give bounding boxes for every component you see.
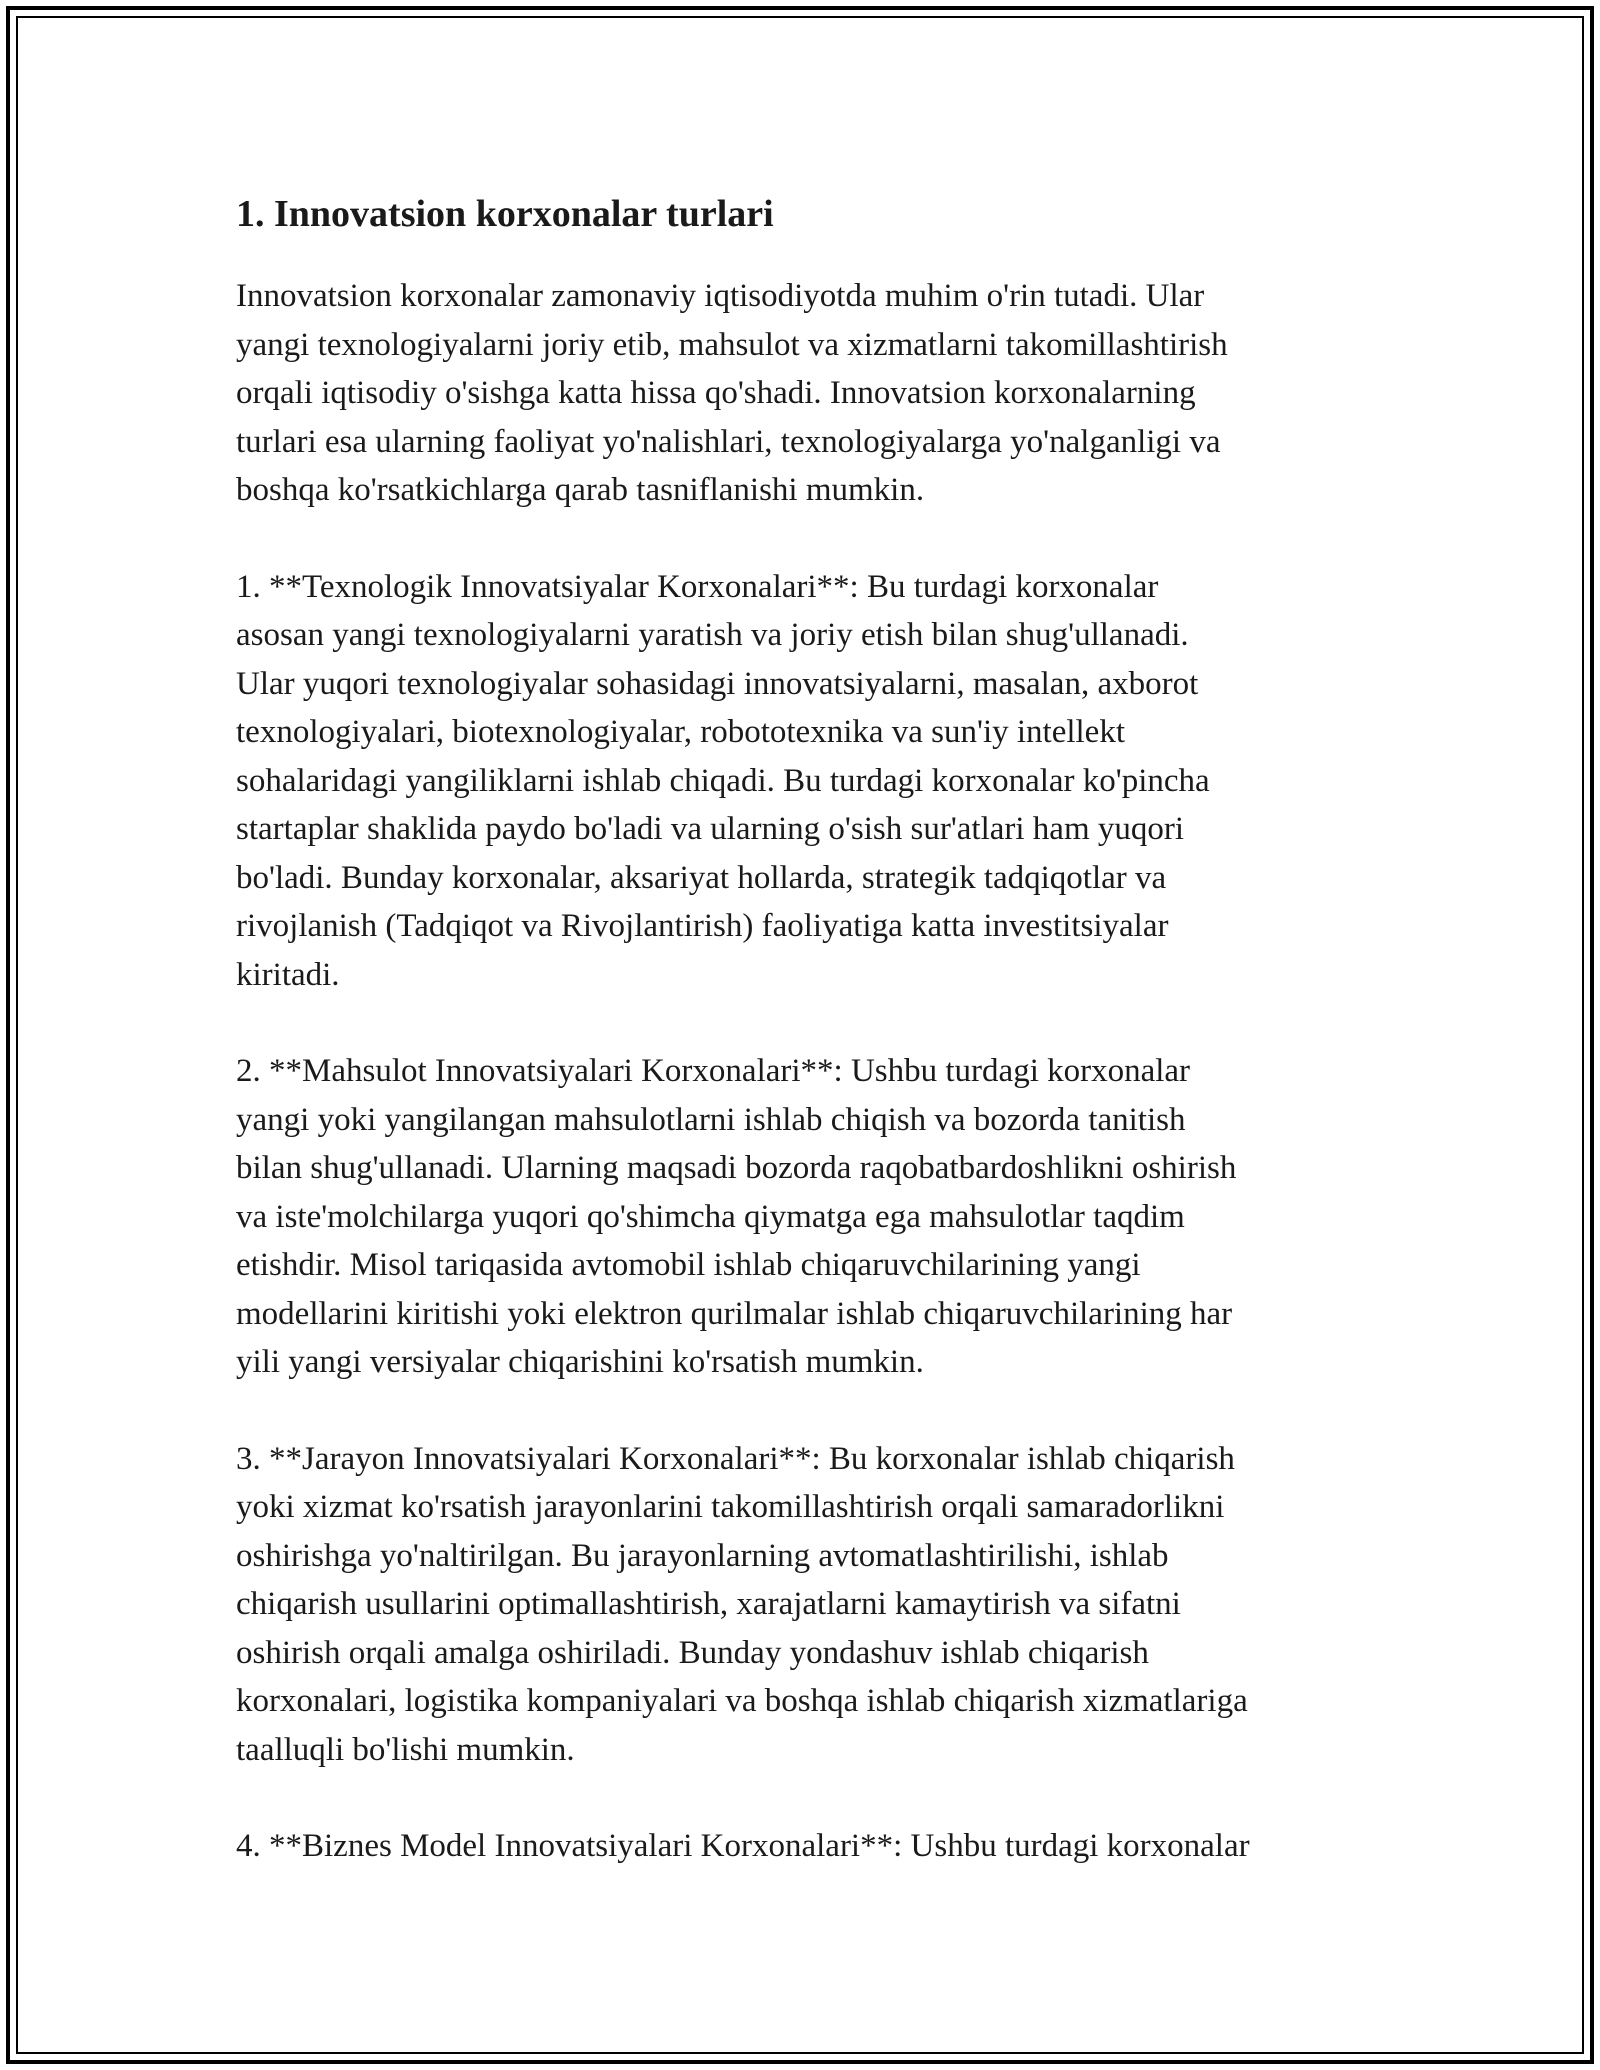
- list-item-product: [236, 1047, 1376, 1387]
- text-line: 4. **Biznes Model Innovatsiyalari Korxonalari**: Ushbu turdagi korxonalar: [236, 1828, 1250, 1864]
- text-line: turlari esa ularning faoliyat yo'nalishlari, texnologiyalarga yo'nalganligi va: [236, 423, 1221, 460]
- text-line: 2. **Mahsulot Innovatsiyalari Korxonalari**: Ushbu turdagi korxonalar: [236, 1053, 1191, 1089]
- document-body: [236, 188, 1376, 1919]
- text-line: oshirishga yo'naltirilgan. Bu jarayonlarning avtomatlashtirilishi, ishlab: [236, 1537, 1169, 1574]
- text-line: kiritadi.: [236, 956, 340, 993]
- text-line: yangi texnologiyalarni joriy etib, mahsulot va xizmatlarni takomillashtirish: [236, 326, 1228, 363]
- list-item-technological: [236, 563, 1376, 1000]
- text-line: 1. **Texnologik Innovatsiyalar Korxonalari**: Bu turdagi korxonalar: [236, 568, 1159, 605]
- text-line: bilan shug'ullanadi. Ularning maqsadi bozorda raqobatbardoshlikni oshirish: [236, 1150, 1237, 1186]
- text-line: asosan yangi texnologiyalarni yaratish va joriy etish bilan shug'ullanadi.: [236, 617, 1189, 653]
- page-title: 1. Innovatsion korxonalar turlari: [236, 193, 774, 235]
- text-line: bo'ladi. Bunday korxonalar, aksariyat hollarda, strategik tadqiqotlar va: [236, 859, 1167, 896]
- list-item-business-model: [236, 1822, 1376, 1871]
- text-line: orqali iqtisodiy o'sishga katta hissa qo'shadi. Innovatsion korxonalarning: [236, 375, 1196, 411]
- text-line: sohalaridagi yangiliklarni ishlab chiqadi. Bu turdagi korxonalar ko'pincha: [236, 762, 1210, 799]
- text-line: Ular yuqori texnologiyalar sohasidagi innovatsiyalarni, masalan, axborot: [236, 665, 1199, 702]
- text-line: 3. **Jarayon Innovatsiyalari Korxonalari**: Bu korxonalar ishlab chiqarish: [236, 1440, 1235, 1477]
- text-line: boshqa ko'rsatkichlarga qarab tasniflanishi mumkin.: [236, 472, 925, 508]
- text-line: va iste'molchilarga yuqori qo'shimcha qiymatga ega mahsulotlar taqdim: [236, 1198, 1185, 1235]
- intro-paragraph: [236, 272, 1376, 515]
- text-line: yangi yoki yangilangan mahsulotlarni ishlab chiqish va bozorda tanitish: [236, 1101, 1186, 1138]
- text-line: modellarini kiritishi yoki elektron qurilmalar ishlab chiqaruvchilarining har: [236, 1295, 1233, 1332]
- text-line: etishdir. Misol tariqasida avtomobil ishlab chiqaruvchilarining yangi: [236, 1247, 1141, 1283]
- text-line: chiqarish usullarini optimallashtirish, xarajatlarni kamaytirish va sifatni: [236, 1586, 1181, 1622]
- text-line: yili yangi versiyalar chiqarishini ko'rsatish mumkin.: [236, 1344, 924, 1380]
- text-line: Innovatsion korxonalar zamonaviy iqtisodiyotda muhim o'rin tutadi. Ular: [236, 278, 1205, 314]
- text-line: korxonalari, logistika kompaniyalari va boshqa ishlab chiqarish xizmatlariga: [236, 1683, 1248, 1719]
- list-item-process: [236, 1435, 1376, 1775]
- text-line: startaplar shaklida paydo bo'ladi va ularning o'sish sur'atlari ham yuqori: [236, 811, 1185, 847]
- text-line: oshirish orqali amalga oshiriladi. Bunday yondashuv ishlab chiqarish: [236, 1634, 1149, 1671]
- text-line: taalluqli bo'lishi mumkin.: [236, 1731, 575, 1768]
- text-line: rivojlanish (Tadqiqot va Rivojlantirish) faoliyatiga katta investitsiyalar: [236, 908, 1169, 944]
- text-line: texnologiyalari, biotexnologiyalar, robototexnika va sun'iy intellekt: [236, 714, 1126, 750]
- text-line: yoki xizmat ko'rsatish jarayonlarini takomillashtirish orqali samaradorlikni: [236, 1489, 1225, 1525]
